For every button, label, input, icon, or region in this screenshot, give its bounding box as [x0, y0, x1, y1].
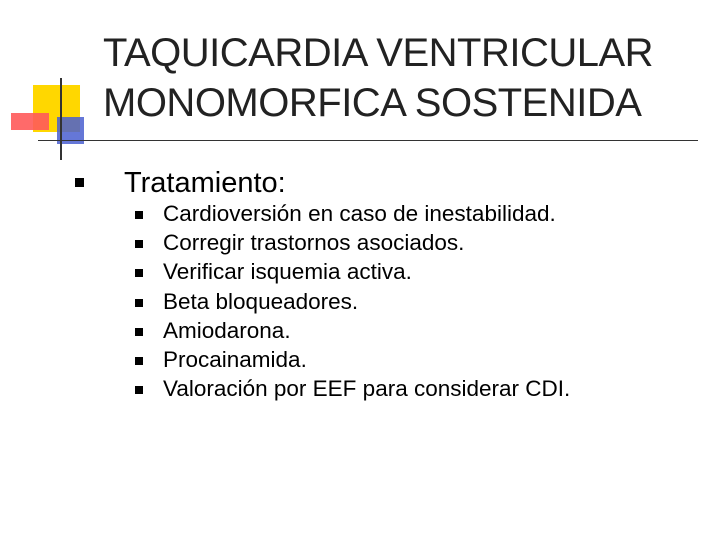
- list-item: [135, 199, 570, 228]
- square-bullet-icon: [135, 299, 143, 307]
- square-bullet-icon: [135, 211, 143, 219]
- square-bullet-icon: [135, 269, 143, 277]
- list-item: [135, 345, 570, 374]
- logo-square-red: [11, 113, 49, 130]
- logo-vertical-line: [60, 78, 62, 160]
- list-item-label: Corregir trastornos asociados.: [163, 230, 465, 256]
- list-item-label: Amiodarona.: [163, 317, 291, 343]
- title-divider-line: [38, 140, 698, 141]
- title-line-2: MONOMORFICA SOSTENIDA: [103, 81, 642, 125]
- list-item: [135, 257, 570, 286]
- list-item-label: Cardioversión en caso de inestabilidad.: [163, 201, 556, 226]
- square-bullet-icon: [135, 240, 143, 248]
- main-bullet-label: Tratamiento:: [124, 167, 286, 199]
- list-item: [135, 228, 570, 257]
- list-item-label: Valoración por EEF para considerar CDI.: [163, 376, 571, 402]
- list-item: [135, 287, 570, 316]
- title-line-1: TAQUICARDIA VENTRICULAR: [103, 31, 654, 75]
- square-bullet-icon: [135, 357, 143, 365]
- main-bullet: [75, 163, 286, 203]
- list-item: [135, 316, 570, 345]
- slide-title: [103, 28, 703, 128]
- square-bullet-icon: [135, 386, 143, 394]
- list-item: [135, 374, 570, 403]
- sub-bullet-list: [135, 199, 570, 403]
- square-bullet-icon: [135, 328, 143, 336]
- list-item-label: Beta bloqueadores.: [163, 288, 359, 314]
- square-bullet-icon: [75, 178, 84, 187]
- list-item-label: Verificar isquemia activa.: [163, 259, 412, 285]
- list-item-label: Procainamida.: [163, 347, 307, 373]
